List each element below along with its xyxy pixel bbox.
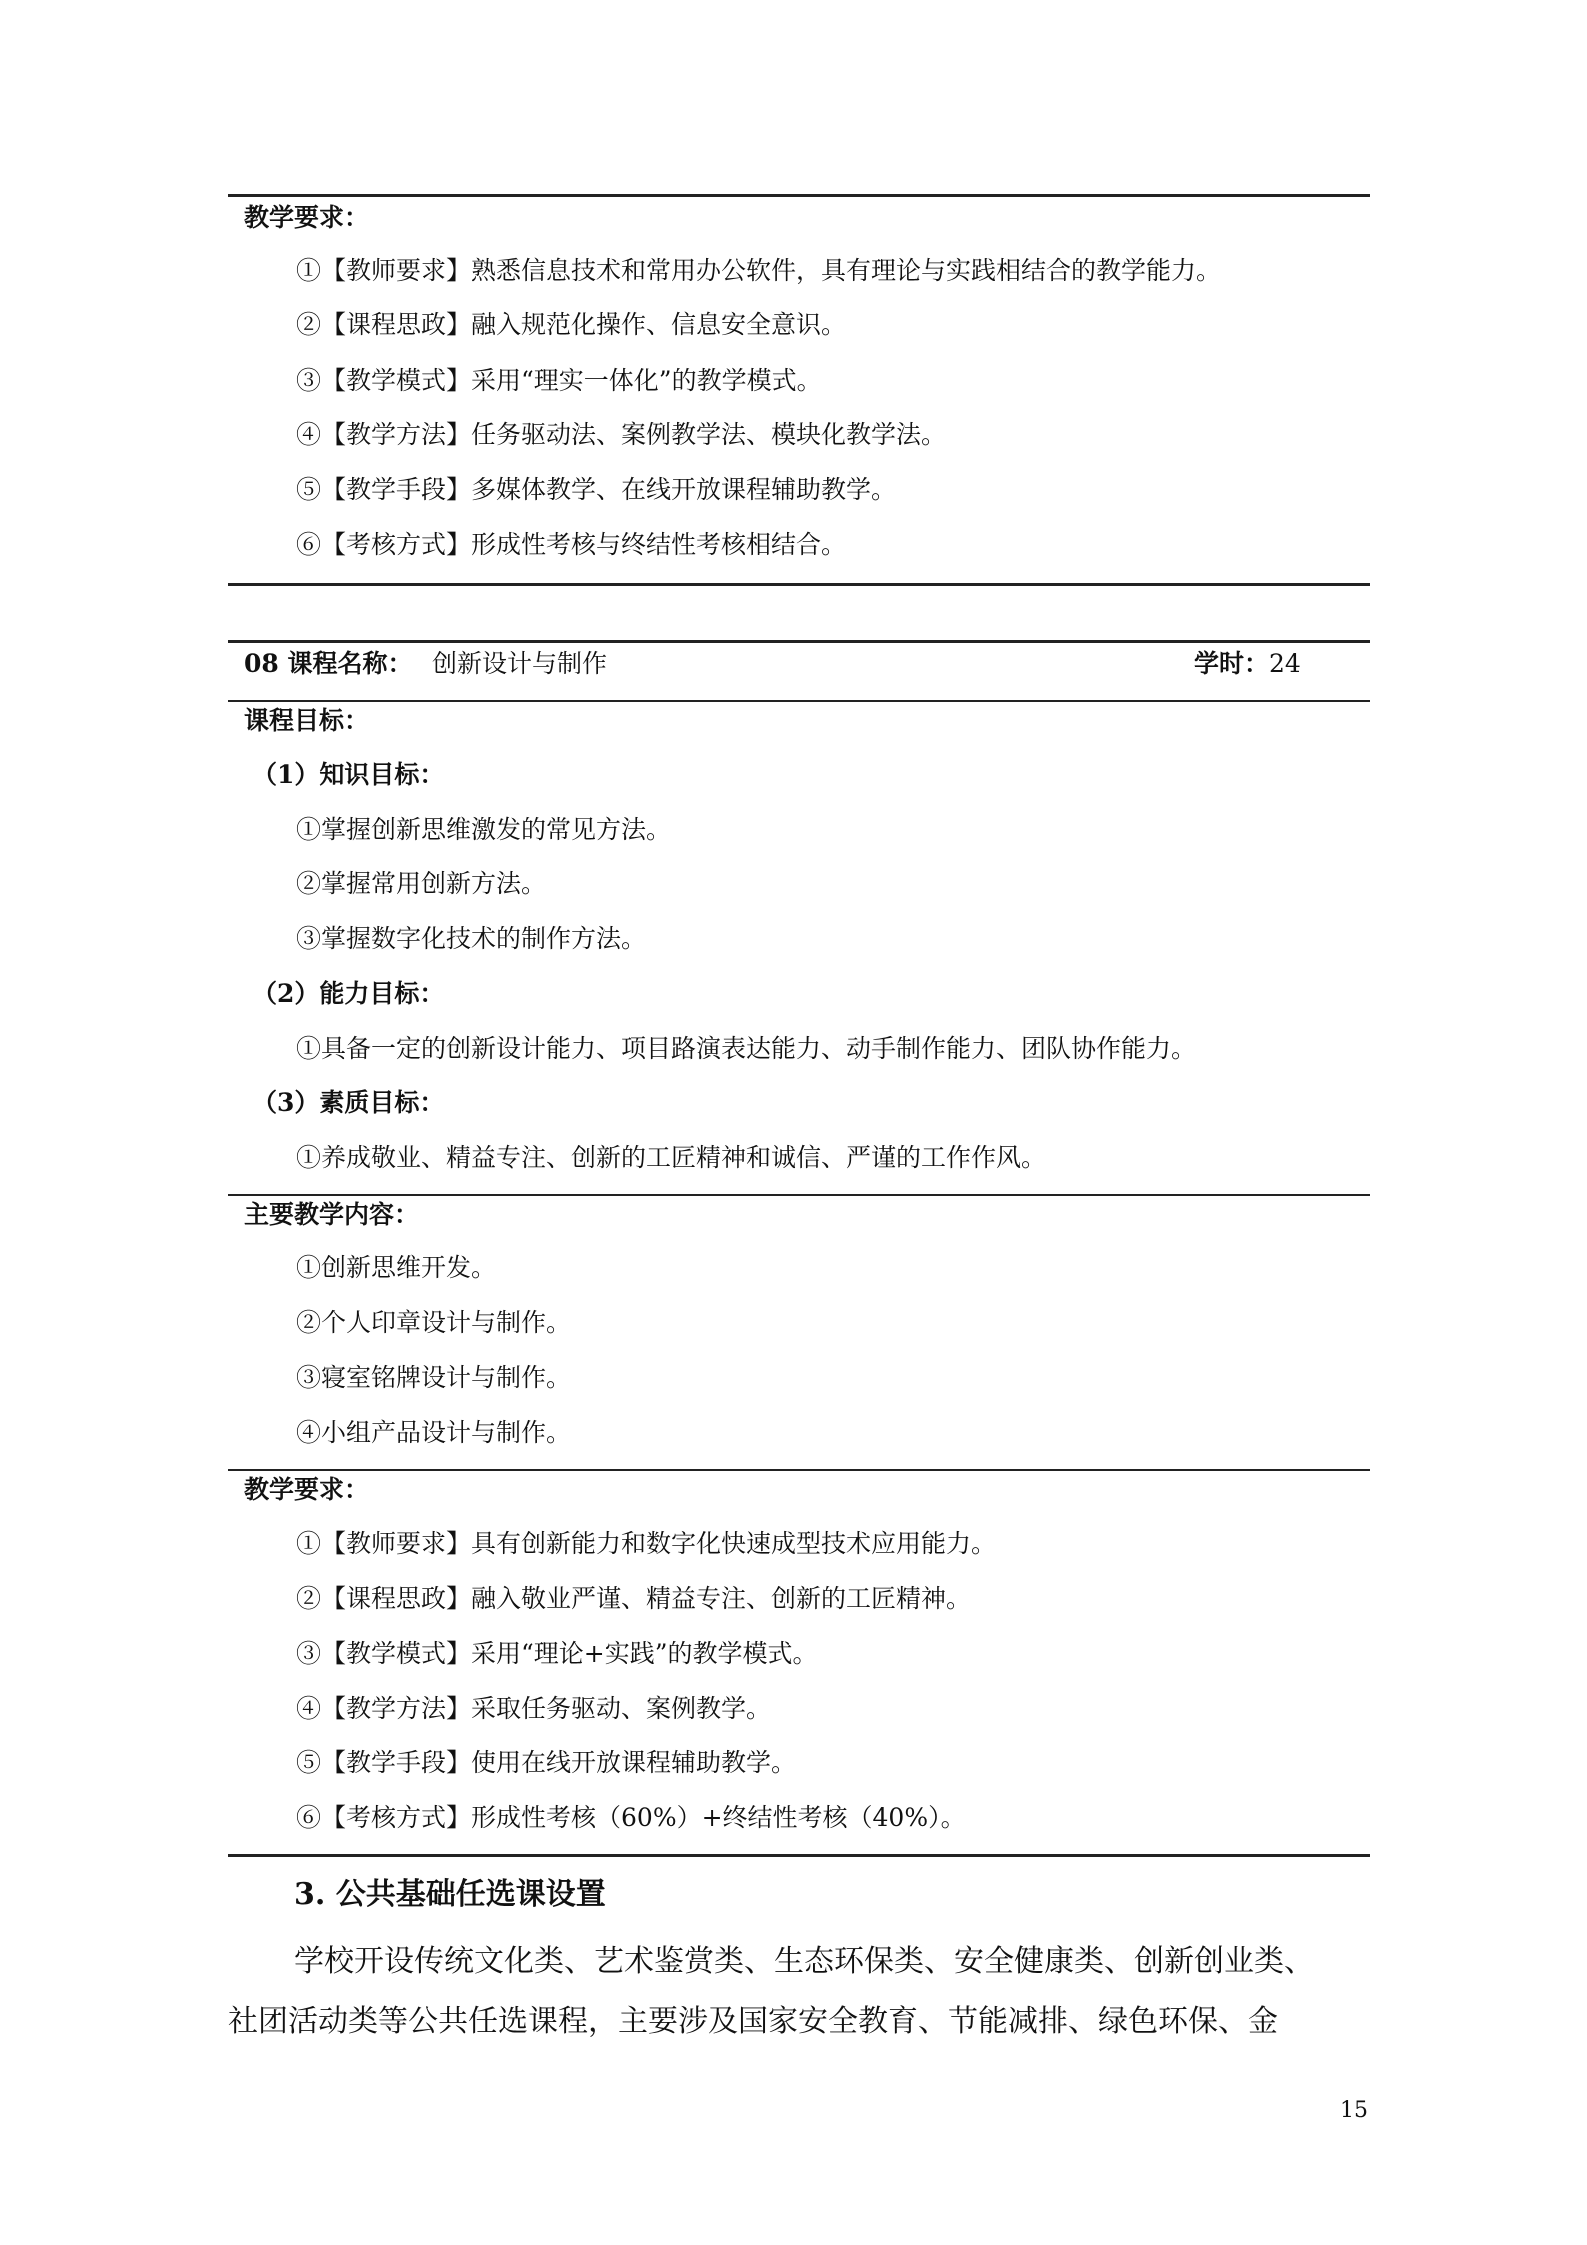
requirement-item: ⑤【教学手段】多媒体教学、在线开放课程辅助教学。 xyxy=(296,475,897,504)
table-bottom-border xyxy=(228,583,1370,586)
hours-value: 24 xyxy=(1269,649,1301,678)
course-name-label: 08 课程名称： xyxy=(244,649,413,678)
requirement-item: ⑥【考核方式】形成性考核（60%）+终结性考核（40%）。 xyxy=(296,1803,966,1832)
knowledge-goals-heading: （1）知识目标： xyxy=(252,760,445,789)
knowledge-item: ③掌握数字化技术的制作方法。 xyxy=(296,924,647,953)
row-divider xyxy=(228,1194,1370,1196)
page-number: 15 xyxy=(1340,2098,1368,2123)
teaching-requirements-heading: 教学要求： xyxy=(244,1475,370,1504)
content-item: ④小组产品设计与制作。 xyxy=(296,1418,572,1447)
requirement-item: ②【课程思政】融入敬业严谨、精益专注、创新的工匠精神。 xyxy=(296,1584,972,1613)
paragraph-line: 社团活动类等公共任选课程，主要涉及国家安全教育、节能减排、绿色环保、金 xyxy=(228,2004,1278,2039)
section-title: 3. 公共基础任选课设置 xyxy=(294,1877,606,1912)
course-name-value: 创新设计与制作 xyxy=(432,649,608,678)
quality-goals-heading: （3）素质目标： xyxy=(252,1088,445,1117)
ability-goals-heading: （2）能力目标： xyxy=(252,979,445,1008)
course-table-top-border xyxy=(228,640,1370,643)
knowledge-item: ①掌握创新思维激发的常见方法。 xyxy=(296,815,672,844)
row-divider xyxy=(228,1469,1370,1471)
requirement-item: ⑤【教学手段】使用在线开放课程辅助教学。 xyxy=(296,1748,797,1777)
course-goals-heading: 课程目标： xyxy=(244,706,370,735)
hours-label: 学时： xyxy=(1194,649,1270,678)
main-content-heading: 主要教学内容： xyxy=(244,1200,420,1229)
content-item: ②个人印章设计与制作。 xyxy=(296,1308,572,1337)
knowledge-item: ②掌握常用创新方法。 xyxy=(296,869,547,898)
course-hours xyxy=(1194,646,1301,682)
teaching-requirements-heading: 教学要求： xyxy=(244,203,370,232)
quality-item: ①养成敬业、精益专注、创新的工匠精神和诚信、严谨的工作作风。 xyxy=(296,1143,1047,1172)
table-top-border xyxy=(228,194,1370,197)
requirement-item: ③【教学模式】采用“理实一体化”的教学模式。 xyxy=(296,366,822,395)
requirement-item: ③【教学模式】采用“理论+实践”的教学模式。 xyxy=(296,1639,818,1668)
requirement-item: ④【教学方法】任务驱动法、案例教学法、模块化教学法。 xyxy=(296,420,947,449)
requirement-item: ②【课程思政】融入规范化操作、信息安全意识。 xyxy=(296,310,847,339)
row-divider xyxy=(228,700,1370,702)
requirement-item: ①【教师要求】熟悉信息技术和常用办公软件，具有理论与实践相结合的教学能力。 xyxy=(296,256,1222,285)
content-item: ③寝室铭牌设计与制作。 xyxy=(296,1363,572,1392)
content-item: ①创新思维开发。 xyxy=(296,1253,497,1282)
ability-item: ①具备一定的创新设计能力、项目路演表达能力、动手制作能力、团队协作能力。 xyxy=(296,1034,1197,1063)
requirement-item: ①【教师要求】具有创新能力和数字化快速成型技术应用能力。 xyxy=(296,1529,997,1558)
course-table-bottom-border xyxy=(228,1854,1370,1857)
requirement-item: ④【教学方法】采取任务驱动、案例教学。 xyxy=(296,1694,772,1723)
requirement-item: ⑥【考核方式】形成性考核与终结性考核相结合。 xyxy=(296,530,847,559)
paragraph-line: 学校开设传统文化类、艺术鉴赏类、生态环保类、安全健康类、创新创业类、 xyxy=(294,1944,1314,1979)
